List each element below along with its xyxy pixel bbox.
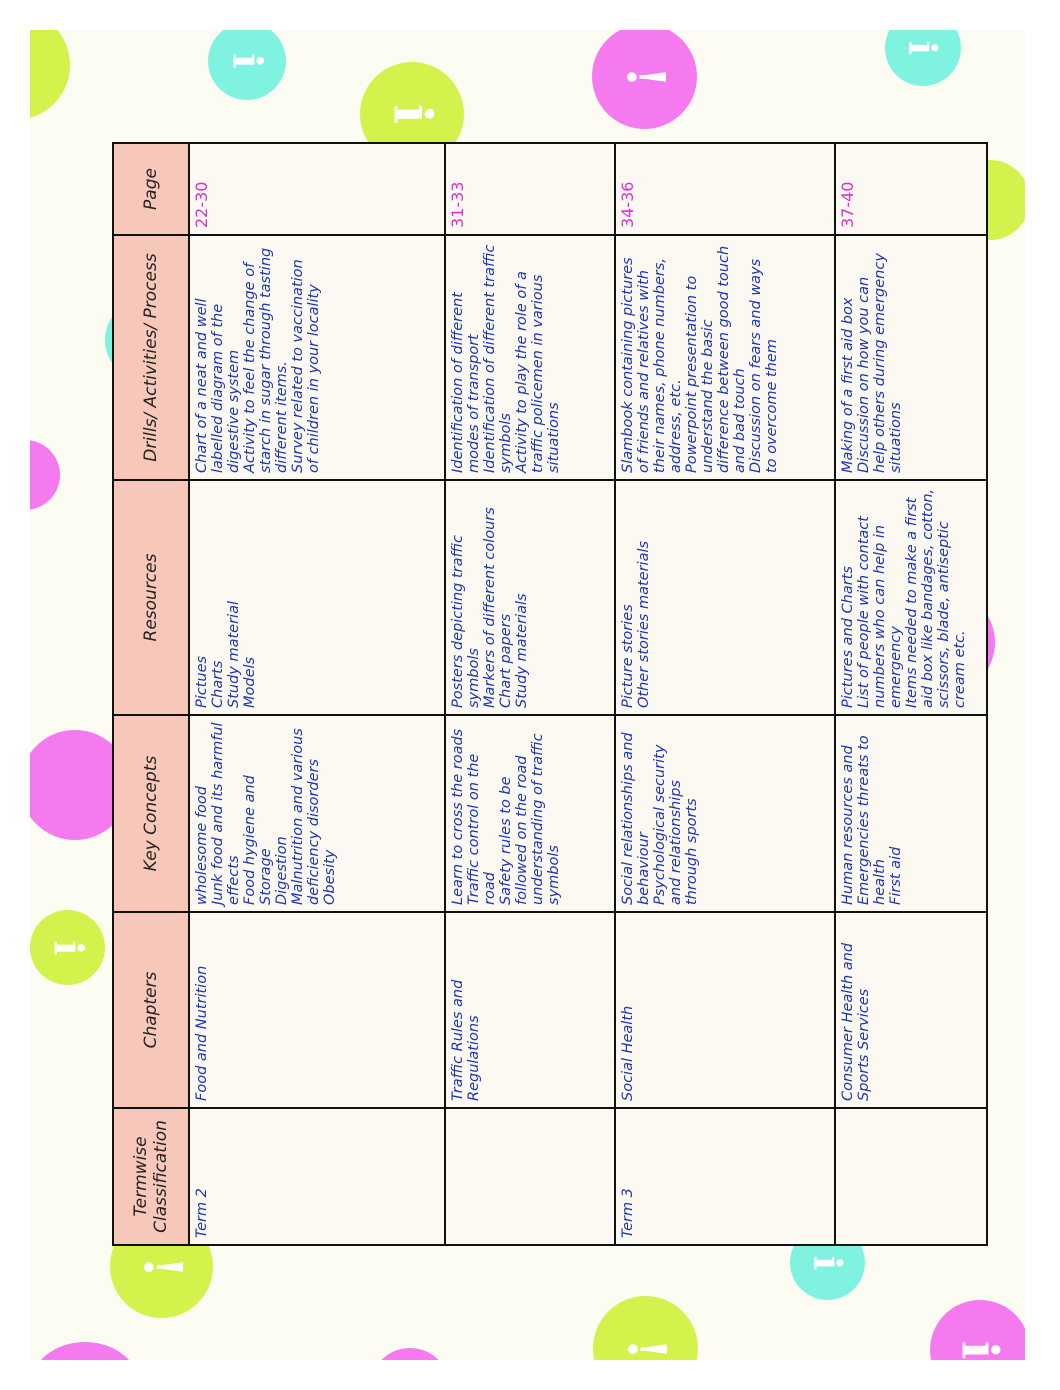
activity-item: Activity to play the role of a traffic policemen in various situations bbox=[514, 271, 562, 473]
key-concept: Psychological security and relationships through sports bbox=[652, 744, 700, 905]
key-concept: Junk food and its harmful effects bbox=[210, 722, 242, 905]
resource-item: Posters depicting traffic symbols bbox=[450, 535, 482, 708]
resource-item: Study materials bbox=[514, 593, 530, 708]
resource-item: Pictues bbox=[194, 655, 210, 708]
key-concepts-cell bbox=[445, 715, 615, 912]
chapter-cell: Traffic Rules and Regulations bbox=[445, 912, 615, 1108]
curriculum-table bbox=[112, 142, 988, 1246]
table-row bbox=[835, 143, 987, 1245]
term-cell bbox=[445, 1108, 615, 1245]
page-cell: 34-36 bbox=[615, 143, 835, 235]
table-row bbox=[445, 143, 615, 1245]
resource-item: Other stories materials bbox=[636, 540, 652, 708]
decor-bubble bbox=[30, 30, 70, 120]
resource-item: Picture stories bbox=[620, 604, 636, 708]
decor-bubble bbox=[370, 1348, 450, 1360]
key-concept: First aid bbox=[888, 846, 904, 905]
resources-cell bbox=[445, 480, 615, 715]
resource-item: Models bbox=[242, 656, 258, 708]
activity-item: Identification of different modes of transport bbox=[450, 292, 482, 473]
header-term: Termwise Classification bbox=[113, 1108, 189, 1245]
resources-cell bbox=[189, 480, 445, 715]
resource-item: List of people with contact numbers who can help in emergency bbox=[856, 516, 904, 708]
resource-item: Chart papers bbox=[498, 613, 514, 708]
key-concepts-cell bbox=[615, 715, 835, 912]
activities-cell bbox=[189, 235, 445, 480]
rotated-table-wrapper bbox=[112, 144, 982, 1246]
header-key-concepts: Key Concepts bbox=[113, 715, 189, 912]
activities-cell bbox=[615, 235, 835, 480]
activity-item: Activity to feel the change of starch in sugar through tasting different items. bbox=[242, 247, 290, 473]
activities-cell bbox=[835, 235, 987, 480]
term-cell: Term 3 bbox=[615, 1108, 835, 1245]
page-cell: 37-40 bbox=[835, 143, 987, 235]
activity-item: Chart of a neat and well labelled diagram of the digestive system bbox=[194, 298, 242, 473]
decor-bubble: ! bbox=[110, 1215, 213, 1318]
header-page: Page bbox=[113, 143, 189, 235]
table-row bbox=[615, 143, 835, 1245]
decor-bubble: i bbox=[208, 30, 286, 100]
key-concept: wholesome food bbox=[194, 785, 210, 905]
activity-item: Discussion on fears and ways to overcome them bbox=[748, 258, 780, 473]
activity-item: Slambook containing pictures of friends and relatives with their names, phone numbers, address, etc. bbox=[620, 257, 684, 473]
resource-item: Study material bbox=[226, 601, 242, 708]
activity-item: Identification of different traffic symbols bbox=[482, 244, 514, 473]
resource-item: Pictures and Charts bbox=[840, 566, 856, 708]
term-cell bbox=[835, 1108, 987, 1245]
decor-bubble: ! bbox=[592, 30, 697, 129]
chapter-cell: Social Health bbox=[615, 912, 835, 1108]
key-concept: Human resources and bbox=[840, 745, 856, 905]
decor-bubble: ! bbox=[593, 1296, 698, 1360]
activity-item: Powerpoint presentation to understand the basic difference between good touch and bad touch bbox=[684, 245, 748, 473]
page-cell: 31-33 bbox=[445, 143, 615, 235]
resource-item: Charts bbox=[210, 660, 226, 708]
key-concept: Digestion bbox=[274, 836, 290, 905]
activity-item: Discussion on how you can help others during emergency situations bbox=[856, 253, 904, 473]
decor-bubble: i bbox=[790, 1225, 865, 1300]
resource-item: Items needed to make a first aid box like bandages, cotton, scissors, blade, antiseptic cream etc. bbox=[904, 488, 968, 708]
term-cell: Term 2 bbox=[189, 1108, 445, 1245]
header-chapters: Chapters bbox=[113, 912, 189, 1108]
resources-cell bbox=[835, 480, 987, 715]
chapter-cell: Consumer Health and Sports Services bbox=[835, 912, 987, 1108]
key-concept: Safety rules to be followed on the road understanding of traffic symbols bbox=[498, 733, 562, 905]
page-cell: 22-30 bbox=[189, 143, 445, 235]
key-concepts-cell bbox=[835, 715, 987, 912]
chapter-cell: Food and Nutrition bbox=[189, 912, 445, 1108]
key-concept: Food hygiene and Storage bbox=[242, 775, 274, 905]
decor-bubble bbox=[30, 440, 60, 510]
decor-bubble: i bbox=[30, 910, 105, 985]
key-concept: Obesity bbox=[322, 849, 338, 905]
resources-cell bbox=[615, 480, 835, 715]
key-concept: Social relationships and behaviour bbox=[620, 732, 652, 905]
header-activities: Drills/ Activities/ Process bbox=[113, 235, 189, 480]
decor-bubble: i bbox=[885, 30, 961, 86]
decor-bubble: i bbox=[930, 1300, 1025, 1360]
header-resources: Resources bbox=[113, 480, 189, 715]
key-concept: Emergencies threats to health bbox=[856, 735, 888, 905]
resource-item: Markers of different colours bbox=[482, 507, 498, 708]
decor-bubble bbox=[30, 1342, 140, 1360]
activity-item: Survey related to vaccination of children in your locality bbox=[290, 259, 322, 473]
key-concepts-cell bbox=[189, 715, 445, 912]
decor-bubble: i bbox=[360, 62, 464, 166]
activity-item: Making of a first aid box bbox=[840, 297, 856, 473]
key-concept: Malnutrition and various deficiency disorders bbox=[290, 728, 322, 905]
header-row bbox=[113, 143, 189, 1245]
table-row bbox=[189, 143, 445, 1245]
key-concept: Learn to cross the roads bbox=[450, 728, 466, 905]
activities-cell bbox=[445, 235, 615, 480]
key-concept: Traffic control on the road bbox=[466, 753, 498, 905]
